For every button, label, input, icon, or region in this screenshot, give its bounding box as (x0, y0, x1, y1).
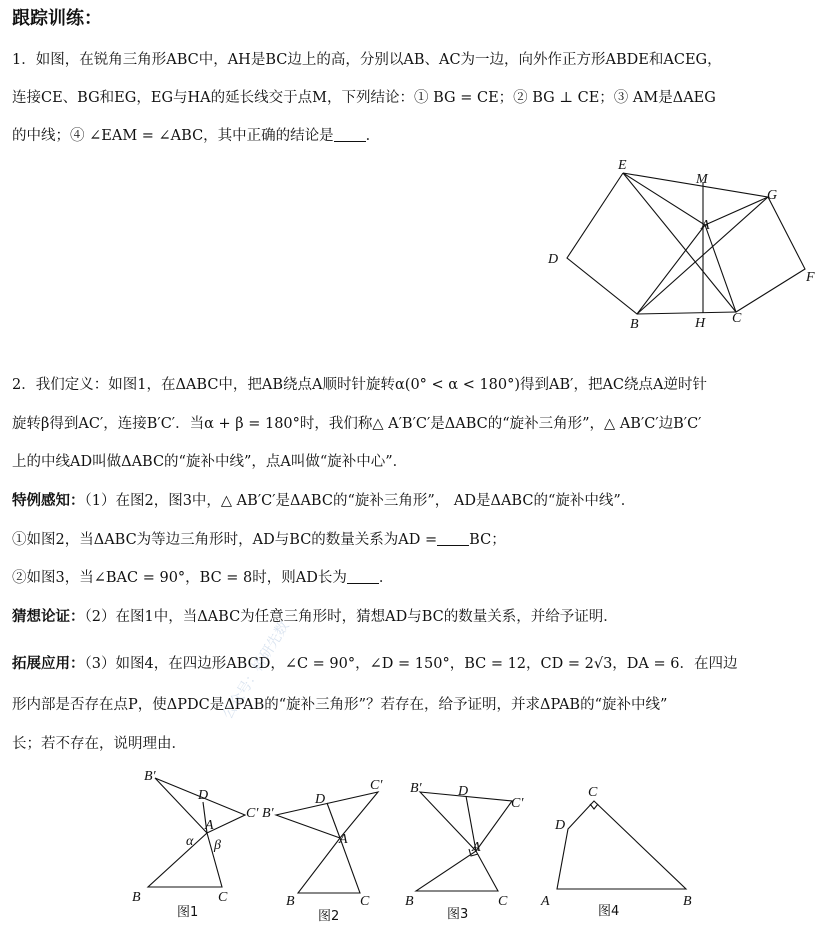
q2-line-9: 形内部是否存在点P，使ΔPDC是ΔPAB的“旋补三角形”？若存在，给予证明，并求ΔPAB的“旋补中线” (12, 697, 668, 713)
q2-line-4-text: （1）在图2，图3中，△ AB′C′是ΔABC的“旋补三角形”， AD是ΔABC的“旋补中线”． (84, 493, 636, 509)
fig3-label-B1: B′ (410, 781, 422, 796)
q2-line-5-post: BC； (469, 532, 506, 548)
fig3-label-B: B (405, 894, 414, 909)
fig3-triangle-abc (416, 851, 498, 891)
fig1-label-alpha: α (186, 834, 194, 849)
q2-line-8-text: （3）如图4，在四边形ABCD，∠C = 90°，∠D = 150°，BC = 12，CD = 2√3，DA = 6．在四边 (84, 656, 738, 672)
bottom-figures (120, 765, 720, 930)
q1-label-H: H (695, 316, 706, 331)
fig4-right-angle (590, 804, 598, 809)
q2-line-6-pre: ②如图3，当∠BAC = 90°，BC = 8时，则AD长为 (12, 570, 347, 586)
watermark (190, 300, 650, 740)
fig4-label-D: D (555, 818, 566, 833)
q2-line-10: 长；若不存在，说明理由． (12, 736, 186, 752)
fig3-triangle-ab1c1 (420, 792, 512, 851)
fig4-label-C: C (588, 785, 598, 800)
section-heading: 跟踪训练： (12, 8, 102, 29)
fig1-label-C1: C′ (246, 806, 259, 821)
fig2-label-A: A (339, 832, 348, 847)
fig2-caption: 图2 (318, 909, 340, 924)
fig3-label-C: C (498, 894, 508, 909)
fig1-label-B: B (132, 890, 141, 905)
fig1-label-B1: B′ (144, 769, 156, 784)
fig1-label-A: A (205, 818, 214, 833)
fig4-label-A: A (541, 894, 550, 909)
fig1-label-beta: β (214, 838, 221, 853)
q2-line-2: 旋转β得到AC′，连接B′C′．当α + β = 180°时，我们称△ A′B′C′是ΔABC的“旋补三角形”，△ AB′C′边B′C′ (12, 416, 702, 432)
q1-label-F: F (806, 270, 815, 285)
q1-line-1: 1．如图，在锐角三角形ABC中，AH是BC边上的高，分别以AB、AC为一边，向外作正方形ABDE和ACEG， (12, 52, 722, 68)
fig2-label-C: C (360, 894, 370, 909)
q2-line-1: 2．我们定义：如图1，在ΔABC中，把AB绕点A顺时针旋转α(0° < α < 180°)得到AB′，把AC绕点A逆时针 (12, 377, 707, 393)
fig2-label-B: B (286, 894, 295, 909)
fig2-triangle-ab1c1 (276, 792, 378, 838)
fig1-triangle-ab1c1 (155, 778, 245, 833)
fig4-quadrilateral (557, 801, 686, 889)
fig2-label-B1: B′ (262, 806, 274, 821)
q1-label-G: G (767, 188, 778, 203)
label-extension: 拓展应用： (12, 656, 85, 672)
fig3-label-D: D (458, 784, 469, 799)
q1-label-M: M (696, 172, 708, 187)
fig1-label-D: D (198, 788, 209, 803)
fig3-label-A: A (472, 840, 481, 855)
watermark-text: 公众号：桥研先数 (219, 618, 293, 723)
fig2-triangle-abc (298, 838, 360, 893)
q1-line-3-text: 的中线；④ ∠EAM = ∠ABC，其中正确的结论是 (12, 128, 334, 144)
fig4-caption: 图4 (598, 904, 620, 919)
q2-line-5-pre: ①如图2，当ΔABC为等边三角形时，AD与BC的数量关系为AD = (12, 532, 438, 548)
fig2-label-D: D (315, 792, 326, 807)
q1-label-A: A (701, 218, 710, 233)
label-conjecture: 猜想论证： (12, 609, 85, 625)
fig1-label-C: C (218, 890, 228, 905)
q1-line-2: 连接CE、BG和EG，EG与HA的延长线交于点M，下列结论：① BG = CE；② BG ⊥ CE；③ AM是ΔAEG (12, 90, 716, 106)
fig1-caption: 图1 (177, 905, 199, 920)
q2-line-6-post: ． (378, 570, 394, 586)
fig4-label-B: B (683, 894, 692, 909)
fig3-label-C1: C′ (511, 796, 524, 811)
q1-label-E: E (618, 158, 627, 173)
q1-label-B: B (630, 317, 639, 332)
answer-blank (334, 127, 366, 142)
fig2-label-C1: C′ (370, 778, 383, 793)
q1-line-3 (12, 125, 380, 147)
q2-line-7-text: （2）在图1中，当ΔABC为任意三角形时，猜想AD与BC的数量关系，并给予证明． (84, 609, 618, 625)
q1-label-C: C (732, 311, 742, 326)
label-special-case: 特例感知： (12, 493, 85, 509)
q2-line-3: 上的中线AD叫做ΔABC的“旋补中线”，点A叫做“旋补中心”． (12, 454, 408, 470)
fig1-triangle-abc (148, 833, 222, 887)
q1-label-D: D (548, 252, 559, 267)
fig3-caption: 图3 (447, 907, 469, 922)
q1-line-3-end: ． (365, 128, 381, 144)
